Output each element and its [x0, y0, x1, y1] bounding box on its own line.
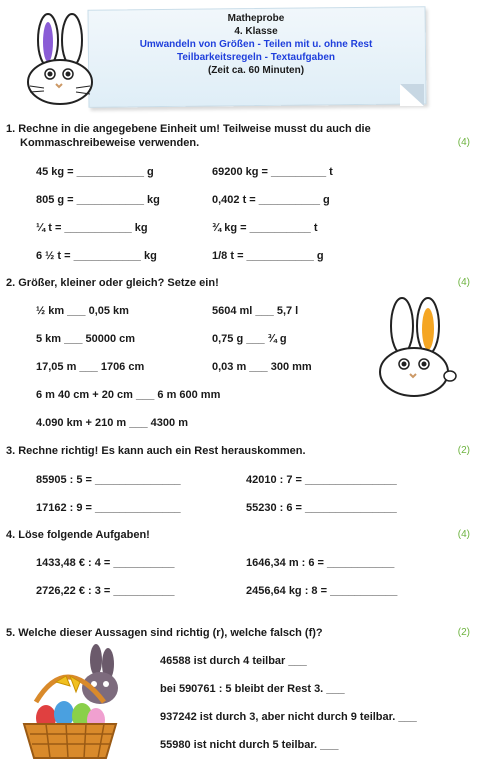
- header-title: Matheprobe: [227, 13, 285, 24]
- easter-basket-illustration: [16, 642, 128, 762]
- task-1-2: 69200 kg = _________ t: [212, 166, 333, 178]
- task-2-2: 5604 ml ___ 5,7 l: [212, 305, 299, 317]
- section-1-heading-cont: Kommaschreibeweise verwenden.: [20, 137, 200, 149]
- task-2-6: 0,03 m ___ 300 mm: [212, 361, 312, 373]
- bunny-orange-illustration: [372, 296, 464, 400]
- section-5-points: (2): [457, 627, 470, 638]
- task-4-4: 2456,64 kg : 8 = ___________: [246, 585, 398, 597]
- section-3-heading: 3. Rechne richtig! Es kann auch ein Rest herauskommen.: [6, 445, 306, 457]
- section-4-heading: 4. Löse folgende Aufgaben!: [6, 529, 150, 541]
- task-1-8: 1/8 t = ___________ g: [212, 250, 324, 262]
- header-topics-2: Teilbarkeitsregeln - Textaufgaben: [176, 52, 335, 63]
- task-1-4: 0,402 t = __________ g: [212, 194, 330, 206]
- task-4-2: 1646,34 m : 6 = ___________: [246, 557, 395, 569]
- section-4-points: (4): [457, 529, 470, 540]
- task-1-5: ¼ t = ___________ kg: [36, 222, 148, 234]
- section-1-points: (4): [457, 137, 470, 148]
- task-3-4: 55230 : 6 = _______________: [246, 502, 397, 514]
- section-1-heading: 1. Rechne in die angegebene Einheit um! Teilweise musst du auch die: [6, 123, 371, 135]
- statement-1: 46588 ist durch 4 teilbar ___: [160, 655, 307, 667]
- task-2-3: 5 km ___ 50000 cm: [36, 333, 136, 345]
- task-2-8: 4.090 km + 210 m ___ 4300 m: [36, 417, 188, 429]
- header-time: (Zeit ca. 60 Minuten): [207, 65, 305, 76]
- statement-2: bei 590761 : 5 bleibt der Rest 3. ___: [160, 683, 345, 695]
- task-4-1: 1433,48 € : 4 = __________: [36, 557, 175, 569]
- header-topics-1: Umwandeln von Größen - Teilen mit u. ohne Rest: [139, 39, 373, 50]
- task-1-1: 45 kg = ___________ g: [36, 166, 154, 178]
- header-class: 4. Klasse: [234, 26, 278, 37]
- section-3-points: (2): [457, 445, 470, 456]
- task-3-3: 17162 : 9 = ______________: [36, 502, 181, 514]
- section-2-heading: 2. Größer, kleiner oder gleich? Setze ein!: [6, 277, 219, 289]
- task-3-1: 85905 : 5 = ______________: [36, 474, 181, 486]
- statement-3: 937242 ist durch 3, aber nicht durch 9 teilbar. ___: [160, 711, 417, 723]
- task-2-4: 0,75 g ___ ¾ g: [212, 333, 287, 345]
- header-curl: [400, 84, 424, 106]
- header-text: [88, 12, 424, 77]
- task-1-3: 805 g = ___________ kg: [36, 194, 160, 206]
- task-1-7: 6 ½ t = ___________ kg: [36, 250, 157, 262]
- task-2-7: 6 m 40 cm + 20 cm ___ 6 m 600 mm: [36, 389, 221, 401]
- task-2-5: 17,05 m ___ 1706 cm: [36, 361, 145, 373]
- task-2-1: ½ km ___ 0,05 km: [36, 305, 129, 317]
- bunny-purple-illustration: [20, 12, 100, 108]
- task-3-2: 42010 : 7 = _______________: [246, 474, 397, 486]
- statement-4: 55980 ist nicht durch 5 teilbar. ___: [160, 739, 339, 751]
- section-5-heading: 5. Welche dieser Aussagen sind richtig (r), welche falsch (f)?: [6, 627, 323, 639]
- task-4-3: 2726,22 € : 3 = __________: [36, 585, 175, 597]
- section-2-points: (4): [457, 277, 470, 288]
- task-1-6: ¾ kg = __________ t: [212, 222, 318, 234]
